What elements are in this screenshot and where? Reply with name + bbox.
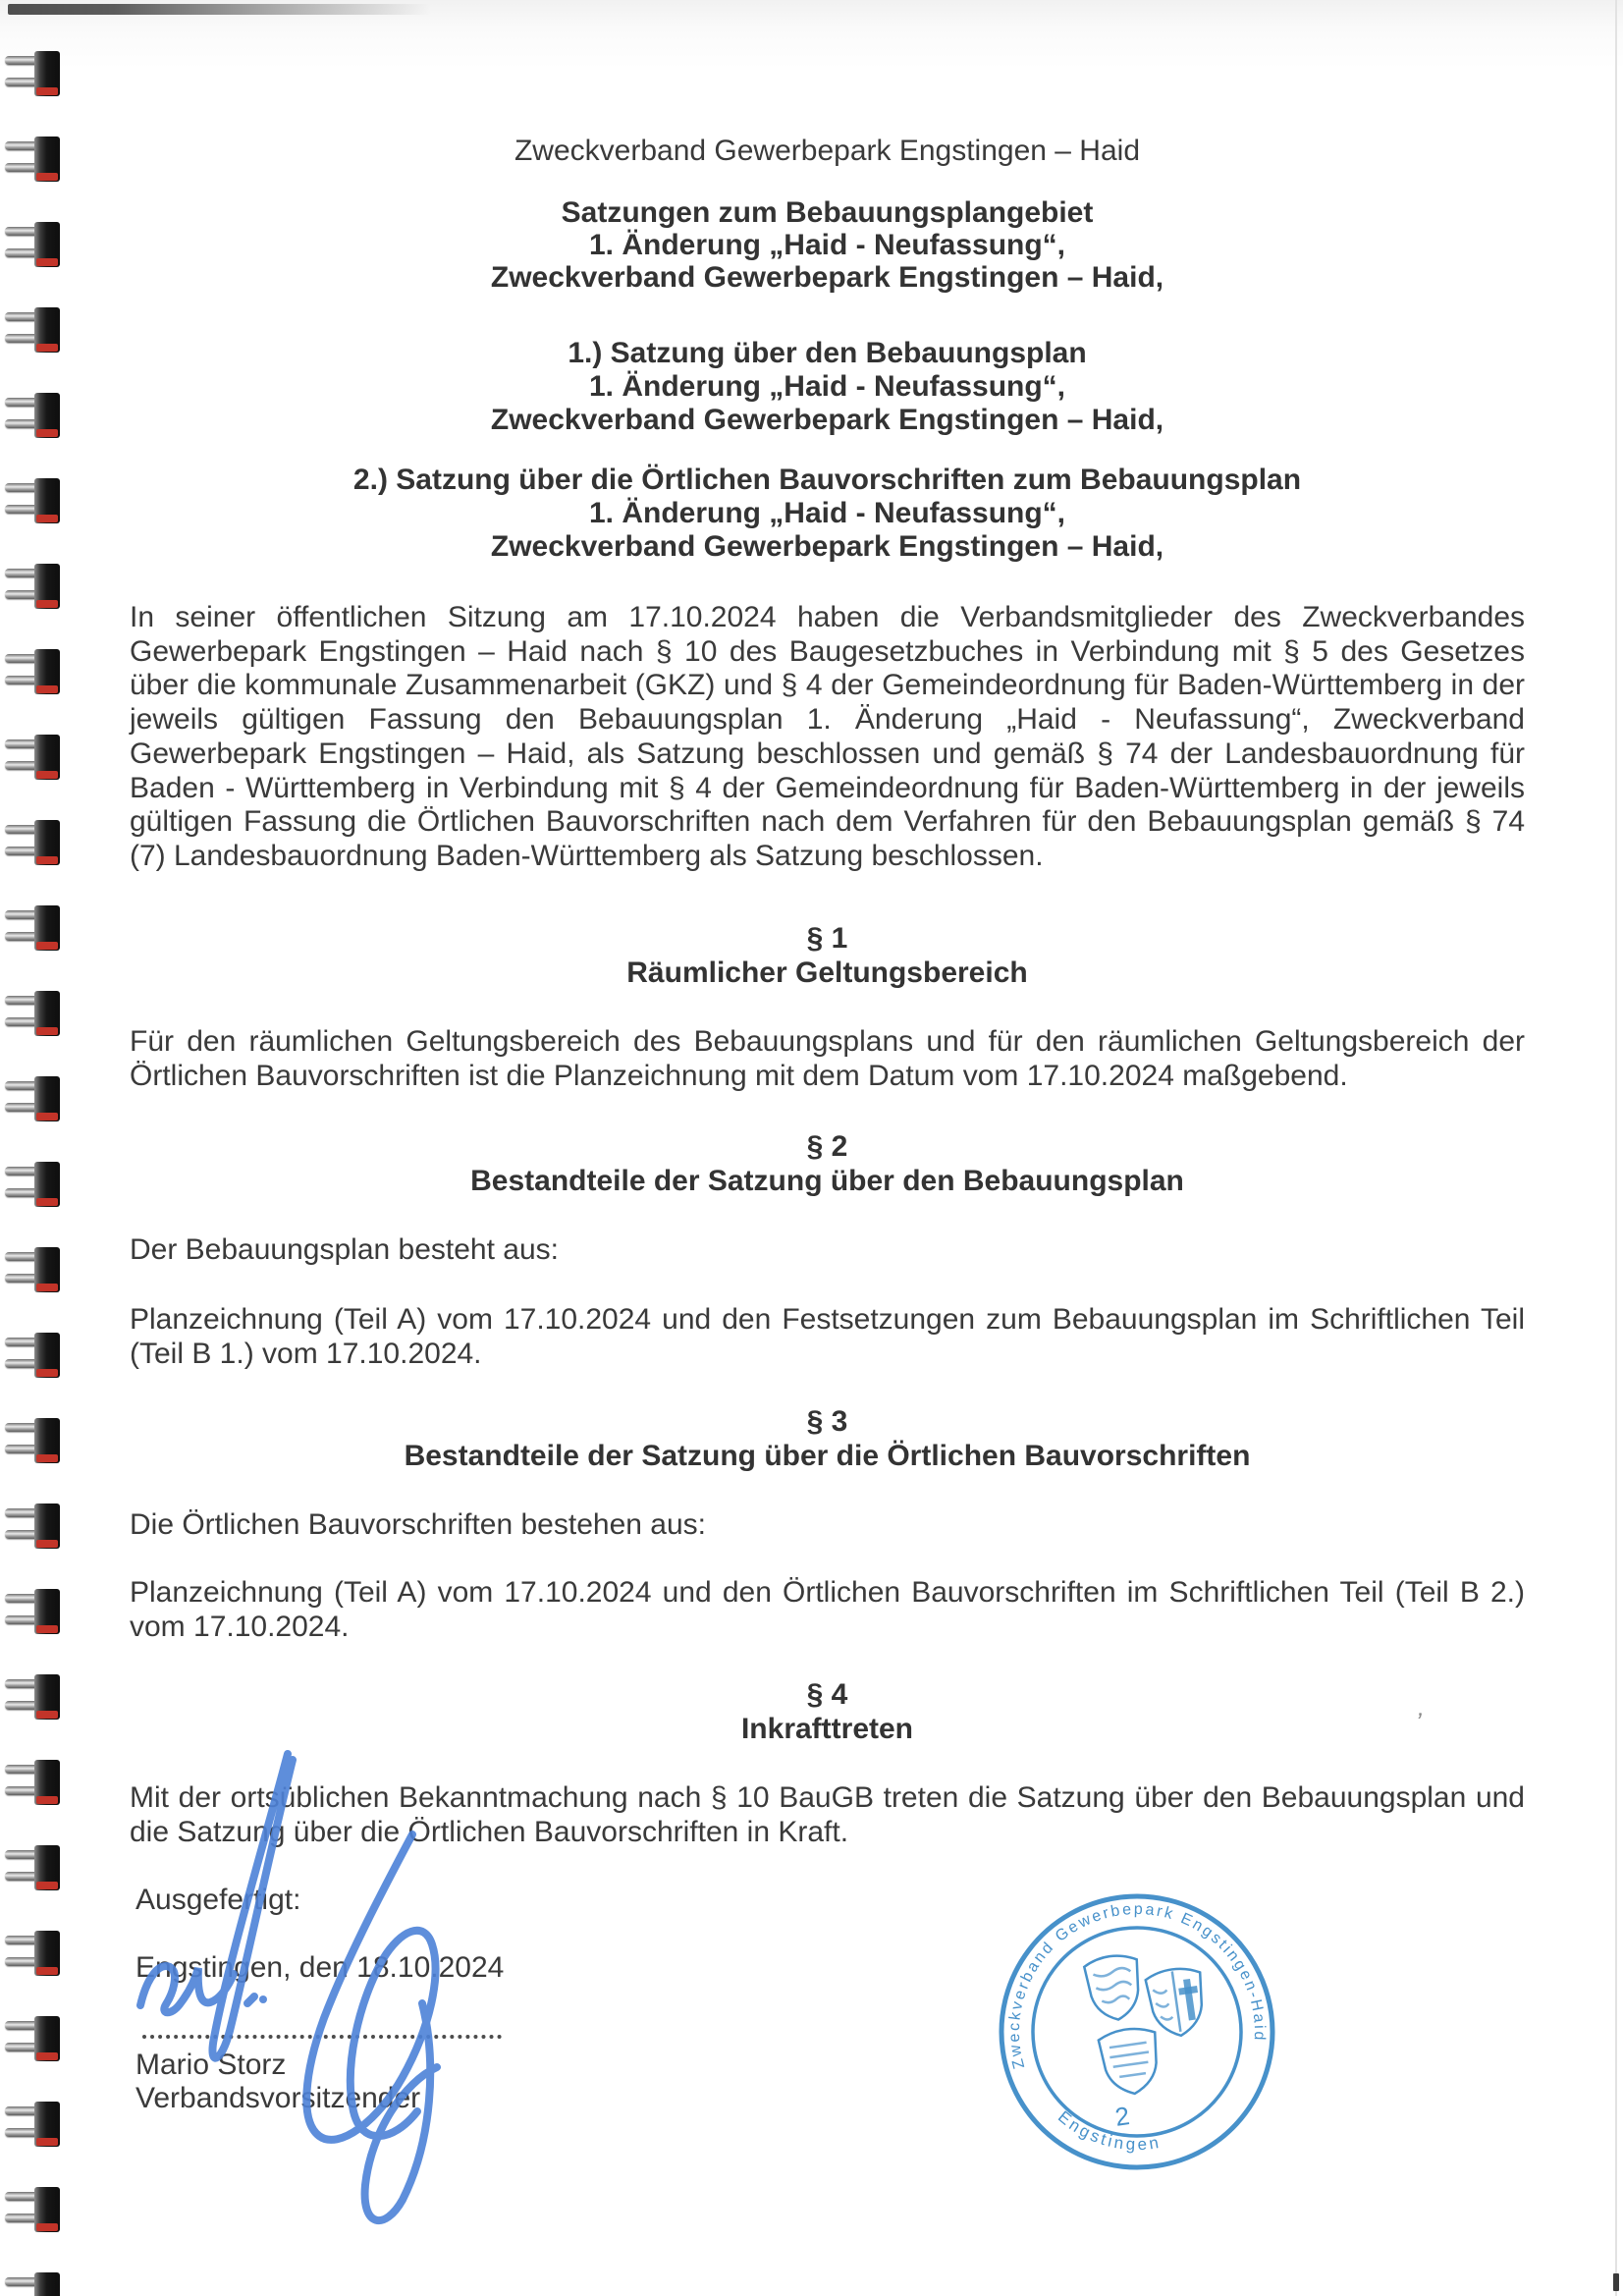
section-number: § 1 [806, 922, 848, 955]
binding-clip [5, 137, 62, 182]
section-4-paragraph: Mit der ortsüblichen Bekanntmachung nach § 10 BauGB treten die Satzung über den Bebauungsplan und die Satzung über die Örtlichen Bauvorschriften in Kraft. [130, 1781, 1525, 1848]
signer-name: Mario Storz [135, 2049, 287, 2081]
stamp-shield-icon [1145, 1966, 1209, 2040]
binding-clip [5, 2016, 62, 2061]
binding-clip [5, 307, 62, 353]
section-1-heading [130, 922, 1525, 990]
binding-clip [5, 991, 62, 1036]
section-title: Räumlicher Geltungsbereich [626, 956, 1028, 989]
stamp-shield-icon [1083, 1952, 1145, 2023]
title-line: Satzungen zum Bebauungsplangebiet [561, 196, 1094, 229]
stamp-bottom-text: Engstingen [1054, 2106, 1163, 2155]
title-line: 1. Änderung „Haid - Neufassung“, [588, 229, 1066, 261]
binding-clip [5, 2272, 62, 2296]
satzung-1-line: 1. Änderung „Haid - Neufassung“, [588, 370, 1066, 403]
binding-clip [5, 1076, 62, 1121]
stamp-number: 2 [1112, 2101, 1132, 2132]
section-title: Bestandteile der Satzung über die Örtlichen Bauvorschriften [404, 1439, 1251, 1472]
preamble-paragraph: In seiner öffentlichen Sitzung am 17.10.2024 haben die Verbandsmitglieder des Zweckverbandes Gewerbepark Engstingen – Haid nach § 10 des Baugesetzbuches in Verbindung mit § 5 des Gesetzes über die kommunale Zusammenarbeit (GKZ) und § 4 der Gemeindeordnung für Baden-Württemberg in der jeweils gültigen Fassung den Bebauungsplan 1. Änderung „Haid - Neufassung“, Zweckverband Gewerbepark Engstingen – Haid, als Satzung beschlossen und gemäß § 74 der Landesbauordnung für Baden - Württemberg in Verbindung mit § 4 der Gemeindeordnung für Baden-Württemberg in der jeweils gültigen Fassung die Örtlichen Bauvorschriften nach dem Verfahren für den Bebauungsplan gemäß § 74 (7) Landesbauordnung Baden-Württemberg als Satzung beschlossen. [130, 601, 1525, 872]
binding-clip [5, 2187, 62, 2232]
binding-clip [5, 478, 62, 523]
signature-line [142, 2003, 502, 2039]
satzung-2-line: 1. Änderung „Haid - Neufassung“, [588, 497, 1066, 529]
section-2-paragraph: Der Bebauungsplan besteht aus: [130, 1233, 559, 1266]
section-3-heading [130, 1405, 1525, 1473]
paper-edge [1615, 0, 1617, 2296]
binding-clip [5, 2102, 62, 2147]
signature-stroke [247, 1996, 254, 2003]
scan-artifact-strip [8, 4, 430, 15]
binding-clip [5, 222, 62, 267]
binding-clip [5, 564, 62, 609]
signer-block [135, 2049, 1019, 2115]
binding-clip [5, 735, 62, 780]
section-title: Inkrafttreten [740, 1712, 914, 1745]
place-date: Engstingen, den 18.10.2024 [135, 1951, 505, 1984]
binding-clip [5, 1162, 62, 1207]
section-1-paragraph: Für den räumlichen Geltungsbereich des Bebauungsplans und für den räumlichen Geltungsbereich der Örtlichen Bauvorschriften ist die Planzeichnung mit dem Datum vom 17.10.2024 maßgebend. [130, 1025, 1525, 1092]
satzung-1-line: Zweckverband Gewerbepark Engstingen – Haid, [490, 404, 1164, 436]
satzung-1-line: 1.) Satzung über den Bebauungsplan [568, 337, 1087, 369]
signature-dot [259, 1995, 267, 2003]
binding-clip [5, 1503, 62, 1549]
binding-clip [5, 649, 62, 694]
binding-clip [5, 1760, 62, 1805]
section-number: § 4 [806, 1678, 848, 1711]
binding-clip [5, 1674, 62, 1720]
scan-speck-corner [1613, 2273, 1619, 2291]
section-number: § 2 [806, 1130, 848, 1163]
section-3-paragraph: Die Örtlichen Bauvorschriften bestehen aus: [130, 1508, 706, 1541]
title-block [130, 196, 1525, 294]
section-2-paragraph: Planzeichnung (Teil A) vom 17.10.2024 und den Festsetzungen zum Bebauungsplan im Schriftlichen Teil (Teil B 1.) vom 17.10.2024. [130, 1303, 1525, 1370]
section-2-heading [130, 1130, 1525, 1198]
execution-label: Ausgefertigt: [135, 1884, 301, 1916]
satzung-block-2 [130, 464, 1525, 564]
binding-clip [5, 820, 62, 865]
satzung-block-1 [130, 337, 1525, 437]
section-title: Bestandteile der Satzung über den Bebauungsplan [470, 1164, 1184, 1197]
binding-clip [5, 1845, 62, 1890]
section-number: § 3 [806, 1405, 848, 1438]
binding-clip [5, 1589, 62, 1634]
satzung-2-line: Zweckverband Gewerbepark Engstingen – Haid, [490, 530, 1164, 563]
binding-clip [5, 393, 62, 438]
binding-clip [5, 1247, 62, 1292]
binding-clip [5, 1333, 62, 1378]
binding-clip [5, 1931, 62, 1976]
satzung-2-line: 2.) Satzung über die Örtlichen Bauvorschriften zum Bebauungsplan [352, 464, 1302, 496]
binding-clip [5, 1418, 62, 1463]
official-stamp [994, 1888, 1280, 2175]
title-line: Zweckverband Gewerbepark Engstingen – Haid, [490, 261, 1164, 294]
document-header: Zweckverband Gewerbepark Engstingen – Haid [514, 135, 1141, 167]
section-4-heading [130, 1678, 1525, 1746]
binding-clip [5, 51, 62, 96]
section-3-paragraph: Planzeichnung (Teil A) vom 17.10.2024 und den Örtlichen Bauvorschriften im Schriftlichen Teil (Teil B 2.) vom 17.10.2024. [130, 1576, 1525, 1643]
stamp-outer-ring [994, 1888, 1280, 2175]
stamp-shield-icon [1098, 2026, 1163, 2098]
stamp-ring-text: Zweckverband Gewerbepark Engstingen-Haid [1005, 1900, 1269, 2071]
binding-clip [5, 905, 62, 951]
signer-title: Verbandsvorsitzender [135, 2082, 421, 2114]
spiral-binding [0, 0, 69, 2296]
scan-speck: ’ [1413, 1706, 1425, 1737]
